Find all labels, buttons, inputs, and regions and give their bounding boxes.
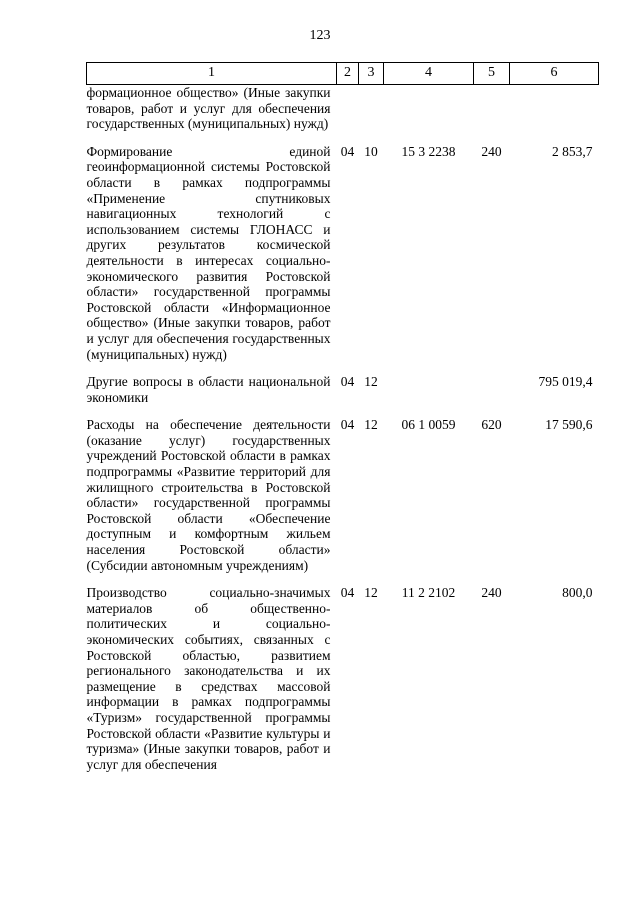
table-body [87, 85, 599, 773]
row-amount: 17 590,6 [545, 417, 593, 433]
row-name: Другие вопросы в области национальной экономики [86, 374, 331, 405]
row-expense-type [474, 85, 510, 132]
table-row [87, 573, 599, 772]
row-name: Формирование единой геоинформационной системы Ростовской области в рамках подпрограммы «Применение спутниковых навигационных технологий с использованием системы ГЛОНАСС и других результатов космической деятельности в интересах социально-экономического развития Ростовской области» государственной программы Ростовской области «Информационное общество» (Иные закупки товаров, работ и услуг для обеспечения государственных (муниципальных) нужд) [86, 143, 331, 362]
row-subsection: 12 [364, 585, 378, 601]
row-expense-type: 240 [481, 585, 502, 601]
row-name: Расходы на обеспечение деятельности (оказание услуг) государственных учреждений Ростовской области в рамках подпрограммы «Развитие территорий для жилищного строительства в Ростовской области» государственной программы Ростовской области «Обеспечение доступным и комфортным жильем населения Ростовской области» (Субсидии автономным учреждениям) [86, 417, 331, 573]
row-amount [510, 85, 599, 132]
page-number: 123 [309, 28, 331, 43]
row-name: Производство социально-значимых материалов об общественно-политических и социально-экономических событиях, связанных с Ростовской областью, развитием регионального законодательства и их размещение в средствах массовой информации в рамках подпрограммы «Туризм» государственной программы Ростовской области «Развитие культуры и туризма» (Иные закупки товаров, работ и услуг для обеспечения [86, 585, 331, 772]
row-expense-type: 240 [481, 143, 502, 159]
header-col-1: 1 [87, 63, 337, 85]
header-row [87, 63, 599, 85]
header-col-4: 4 [384, 63, 474, 85]
table-row [87, 362, 599, 405]
header-col-5: 5 [474, 63, 510, 85]
row-section [337, 85, 359, 132]
row-target-code: 15 3 2238 [401, 143, 456, 159]
row-section: 04 [340, 417, 355, 433]
row-amount: 795 019,4 [538, 374, 593, 390]
row-target-code [384, 85, 474, 132]
row-subsection: 12 [364, 374, 378, 390]
table-row [87, 85, 599, 132]
row-section: 04 [340, 374, 355, 390]
row-subsection: 12 [364, 417, 378, 433]
header-col-6: 6 [510, 63, 599, 85]
budget-table [86, 62, 599, 772]
table-row [87, 132, 599, 362]
row-expense-type [474, 362, 510, 405]
table-header [87, 63, 599, 85]
row-expense-type: 620 [481, 417, 502, 433]
row-section: 04 [340, 585, 355, 601]
row-target-code [384, 362, 474, 405]
header-col-2: 2 [337, 63, 359, 85]
row-amount: 2 853,7 [552, 143, 593, 159]
table-row [87, 405, 599, 573]
row-subsection: 10 [364, 143, 378, 159]
row-target-code: 11 2 2102 [401, 585, 456, 601]
row-name: формационное общество» (Иные закупки товаров, работ и услуг для обеспечения государственных (муниципальных) нужд) [86, 85, 331, 132]
row-section: 04 [340, 143, 355, 159]
header-col-3: 3 [359, 63, 384, 85]
row-target-code: 06 1 0059 [401, 417, 456, 433]
row-subsection [359, 85, 384, 132]
row-amount: 800,0 [562, 585, 593, 601]
